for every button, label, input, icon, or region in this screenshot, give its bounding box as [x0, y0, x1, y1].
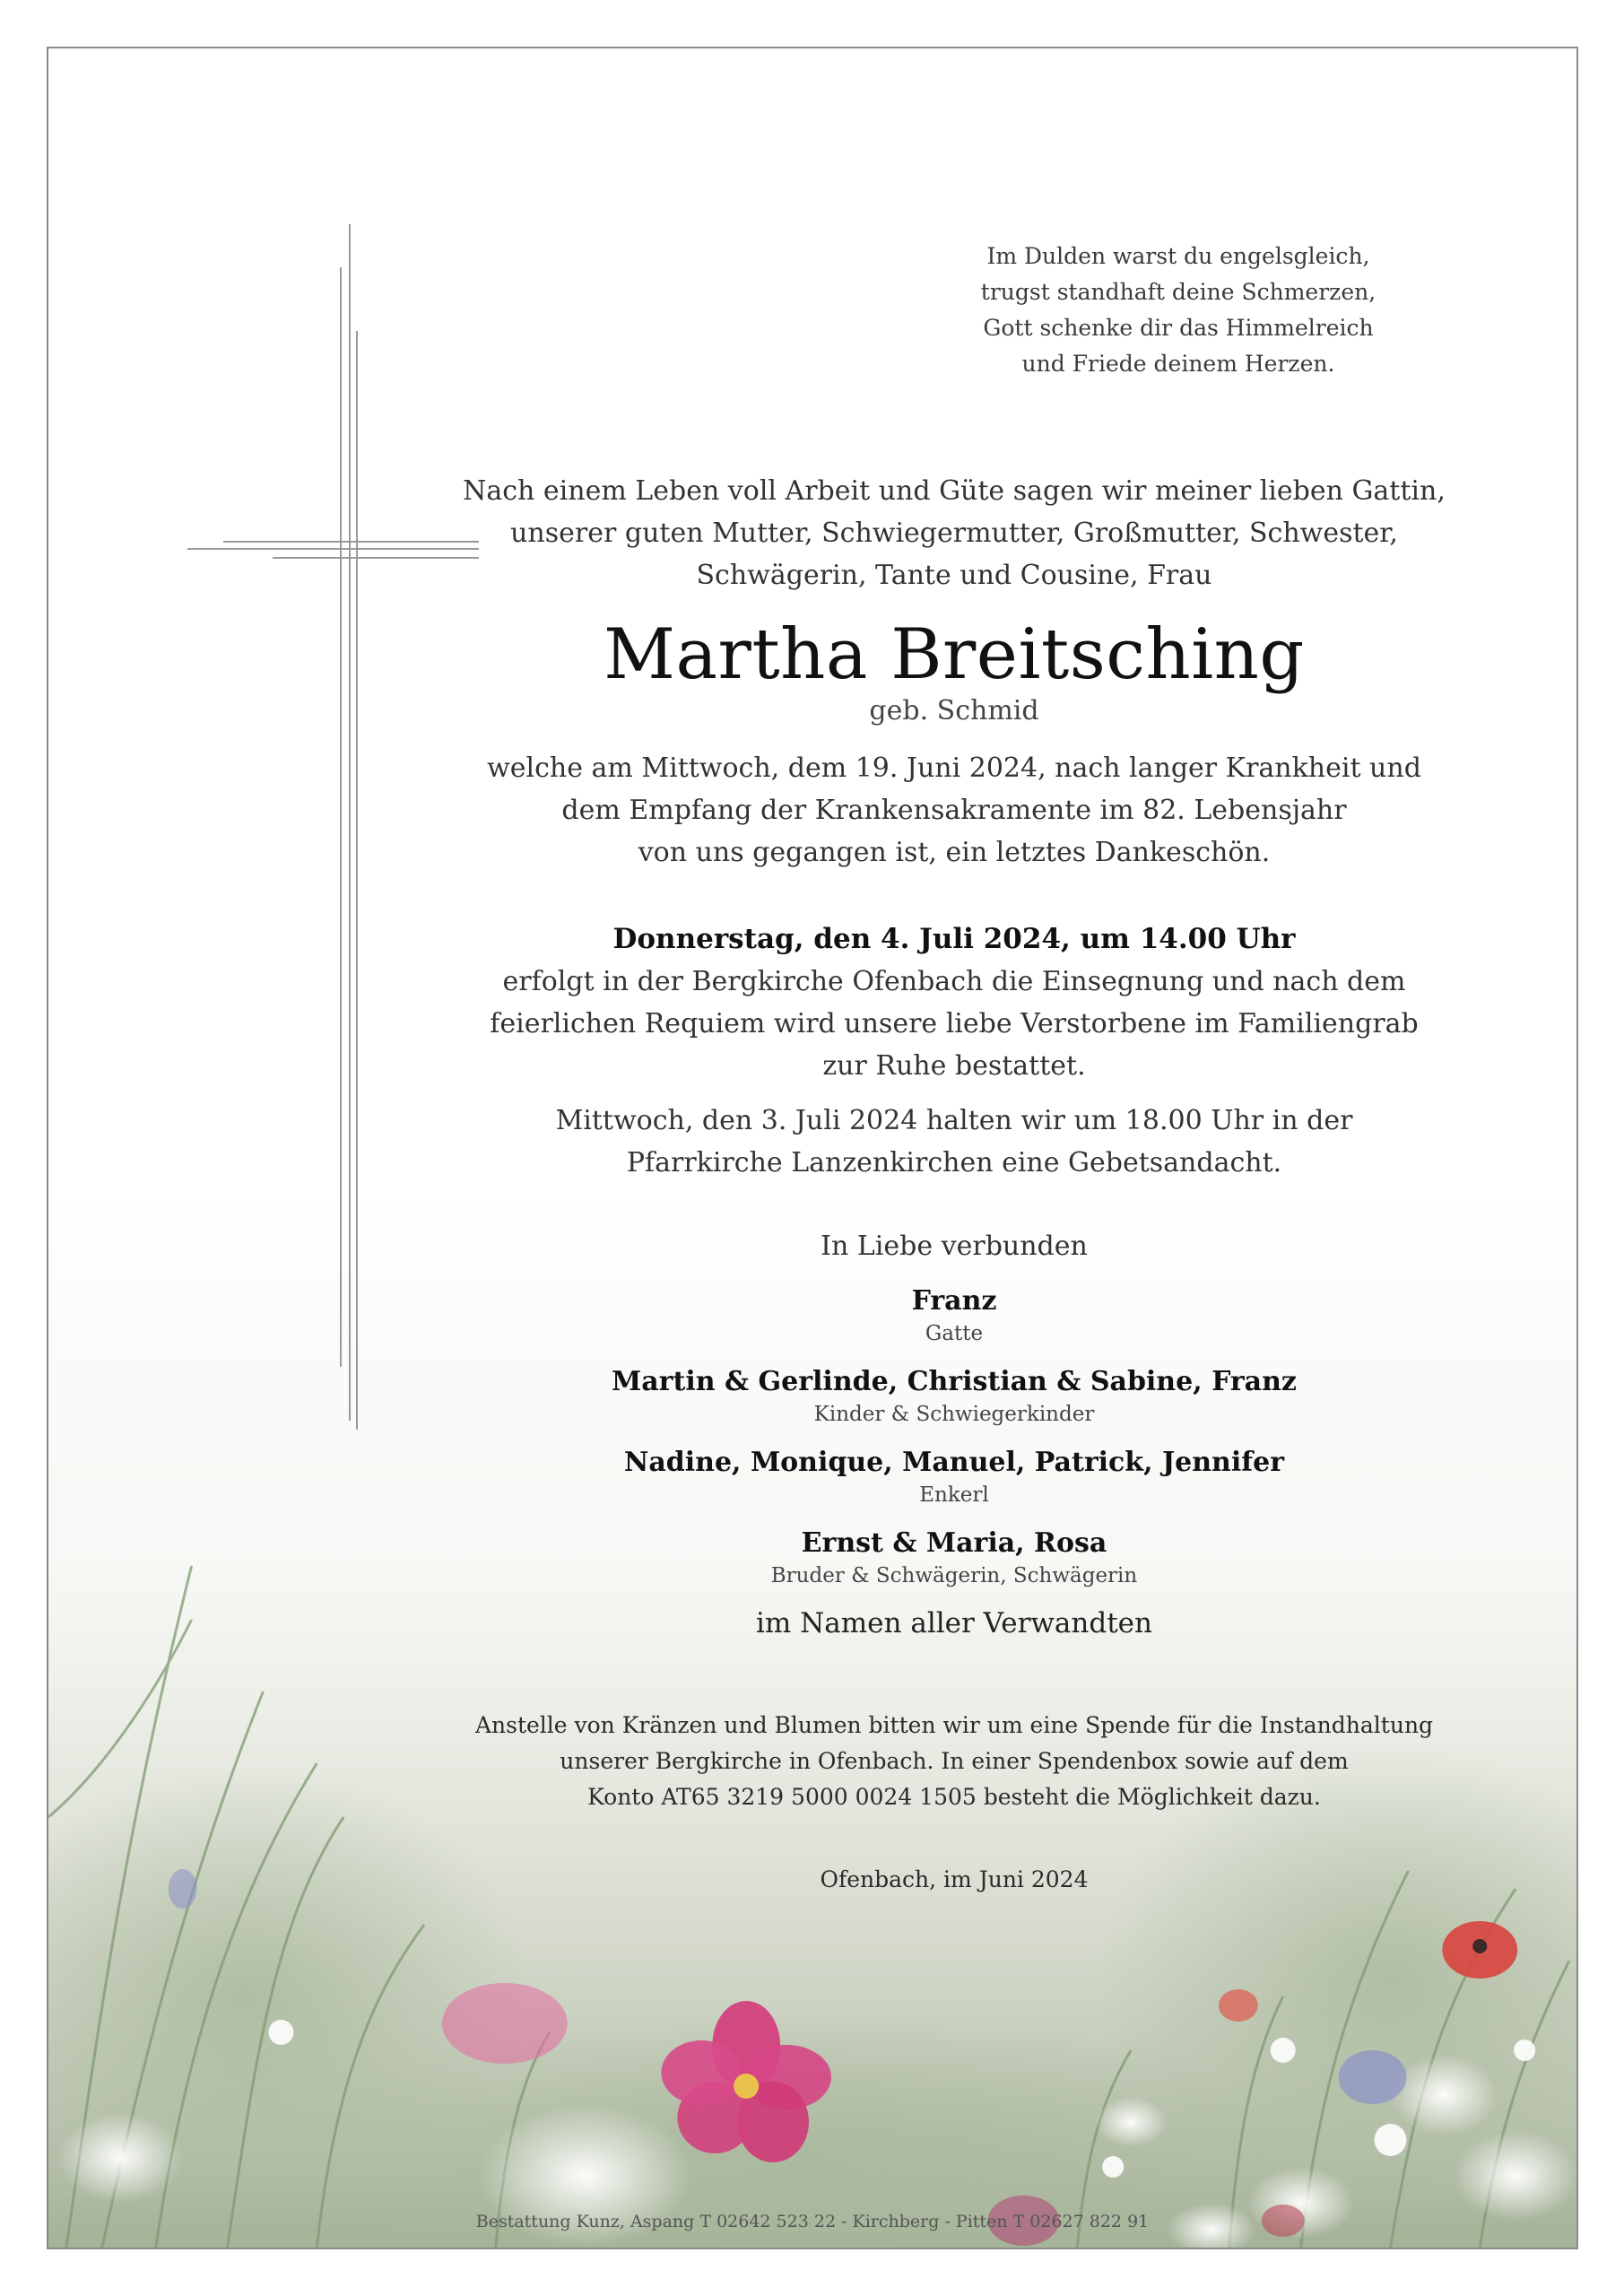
donation-line: Anstelle von Kränzen und Blumen bitten wir um eine Spende für die Instandhaltung — [474, 1712, 1434, 1738]
place-date: Ofenbach, im Juni 2024 — [820, 1866, 1089, 1892]
funeral-date: Donnerstag, den 4. Juli 2024, um 14.00 Uhr — [612, 923, 1296, 955]
poem-line: Im Dulden warst du engelsgleich, — [986, 243, 1370, 269]
prayer-text — [425, 1100, 1483, 1184]
obituary-card — [47, 47, 1578, 2249]
ceremony-line: zur Ruhe bestattet. — [822, 1050, 1086, 1082]
mourner-group — [425, 1444, 1483, 1509]
deceased-name: Martha Breitsching — [604, 614, 1305, 695]
mourner-name: Martin & Gerlinde, Christian & Sabine, Franz — [612, 1366, 1297, 1397]
red-poppy-icon — [1442, 1921, 1517, 1979]
mourner-relation: Bruder & Schwägerin, Schwägerin — [770, 1564, 1138, 1587]
funeral-home-footer: Bestattung Kunz, Aspang T 02642 523 22 - Kirchberg - Pitten T 02627 822 91 — [475, 2212, 1150, 2231]
intro-line: unserer guten Mutter, Schwiegermutter, Großmutter, Schwester, — [510, 517, 1398, 549]
birth-name: geb. Schmid — [869, 695, 1039, 726]
donation-note — [425, 1708, 1483, 1815]
mourner-group — [425, 1283, 1483, 1347]
mourner-name: Franz — [911, 1285, 997, 1317]
mourner-name: Nadine, Monique, Manuel, Patrick, Jennifer — [623, 1447, 1285, 1478]
mourner-relation: Kinder & Schwiegerkinder — [813, 1403, 1095, 1426]
mourner-relation: Enkerl — [919, 1483, 989, 1507]
mourner-name: Ernst & Maria, Rosa — [801, 1527, 1107, 1559]
poem-line: trugst standhaft deine Schmerzen, — [980, 279, 1376, 305]
poem-line: Gott schenke dir das Himmelreich — [983, 315, 1374, 341]
passing-line: von uns gegangen ist, ein letztes Dankeschön. — [638, 837, 1271, 868]
prayer-line: Pfarrkirche Lanzenkirchen eine Gebetsandacht. — [626, 1147, 1282, 1178]
passing-line: dem Empfang der Krankensakramente im 82. Lebensjahr — [561, 795, 1347, 826]
ceremony-text — [425, 961, 1483, 1087]
donation-line: Konto AT65 3219 5000 0024 1505 besteht die Möglichkeit dazu. — [587, 1784, 1321, 1810]
prayer-line: Mittwoch, den 3. Juli 2024 halten wir um 18.00 Uhr in der — [555, 1105, 1353, 1136]
passing-line: welche am Mittwoch, dem 19. Juni 2024, nach langer Krankheit und — [487, 752, 1421, 784]
in-love-united: In Liebe verbunden — [821, 1231, 1088, 1262]
poem — [972, 239, 1385, 382]
ceremony-line: feierlichen Requiem wird unsere liebe Verstorbene im Familiengrab — [490, 1008, 1419, 1039]
intro-line: Nach einem Leben voll Arbeit und Güte sagen wir meiner lieben Gattin, — [463, 475, 1446, 507]
poem-line: und Friede deinem Herzen. — [1021, 351, 1335, 377]
main-text — [425, 470, 1483, 1898]
intro-line: Schwägerin, Tante und Cousine, Frau — [696, 560, 1212, 591]
donation-line: unserer Bergkirche in Ofenbach. In einer Spendenbox sowie auf dem — [560, 1748, 1349, 1774]
mourner-group — [425, 1525, 1483, 1589]
intro — [425, 470, 1483, 596]
mourner-group — [425, 1363, 1483, 1428]
passing-text — [425, 747, 1483, 874]
ceremony-line: erfolgt in der Bergkirche Ofenbach die Einsegnung und nach dem — [502, 966, 1406, 997]
mourner-relation: Gatte — [925, 1322, 984, 1345]
all-relatives: im Namen aller Verwandten — [756, 1607, 1152, 1639]
